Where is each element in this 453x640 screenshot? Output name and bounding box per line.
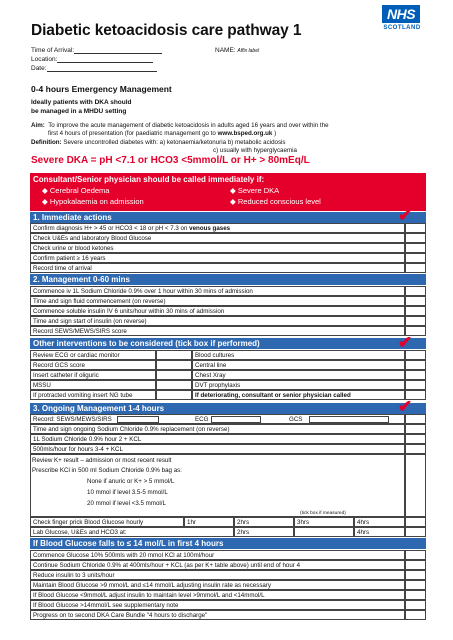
checklist-row: Record SEWS/MEWS/SIRS score [30, 326, 405, 336]
severe-dka-criteria: Severe DKA = pH <7.1 or HCO3 <5mmol/L or H+ > 80mEq/L [31, 155, 310, 166]
alert-item: ◆ Reduced conscious level [230, 197, 321, 206]
lab-glucose-label: Lab Glucose, U&Es and HCO3 at: [30, 527, 234, 537]
checklist-row: Commence soluble insulin IV 6 units/hour within 30 mins of admission [30, 306, 405, 316]
hour-2-cell[interactable]: 2hrs [234, 517, 294, 527]
tick-box-note: (tick box if measured) [300, 511, 346, 516]
checkbox[interactable] [156, 360, 192, 370]
alert-item: ◆ Cerebral Oedema [42, 186, 110, 195]
time-of-arrival-field[interactable]: Time of Arrival: [31, 47, 162, 54]
checkbox[interactable] [405, 444, 426, 454]
checklist-row: Record time of arrival [30, 263, 405, 273]
intervention-label: Review ECG or cardiac monitor [30, 350, 156, 360]
checklist-row: Confirm patient ≥ 16 years [30, 253, 405, 263]
intervention-label: If deteriorating, consultant or senior physician called [192, 390, 405, 400]
checkbox[interactable] [156, 370, 192, 380]
checkbox[interactable] [405, 610, 426, 620]
date-field[interactable]: Date: [31, 65, 157, 72]
intervention-label: MSSU [30, 380, 156, 390]
hour-3-cell[interactable]: 3hrs [294, 517, 354, 527]
checkbox[interactable] [405, 243, 426, 253]
checkbox[interactable] [405, 590, 426, 600]
setting-note: Ideally patients with DKA should be managed in a MHDU setting [31, 99, 132, 115]
checklist-row: Commence Glucose 10% 500mls with 20 mmol KCl at 100ml/hour [30, 550, 405, 560]
checkbox[interactable] [405, 223, 426, 233]
checklist-row: If Blood Glucose >14mmol/L see supplementary note [30, 600, 405, 610]
intervention-label: Record GCS score [30, 360, 156, 370]
intervention-label: Chest Xray [192, 370, 405, 380]
checklist-row: Time and sign start of insulin (on reverse) [30, 316, 405, 326]
checkbox[interactable] [405, 560, 426, 570]
lab-hour-2-cell[interactable]: 2hrs [234, 527, 294, 537]
checklist-row: Confirm diagnosis H+ > 45 or HCO3 < 18 or pH < 7.3 on venous gases [30, 223, 405, 233]
checklist-row: Continue Sodium Chloride 0.9% at 400mls/hour + KCL (as per K+ table above) until end of hour 4 [30, 560, 405, 570]
aim-definition: Aim: To improve the acute management of diabetic ketoacidosis in adults aged 16 years and over within the first 4 hours of presentation (for paediatric management go to www.bsped.org.uk ) Definition: Severe uncontrolled diabetes with: a) ketonaemia/ketonuria b) metabolic acidosis c) usually with hyperglycaemia [31, 122, 329, 154]
finger-prick-label: Check finger prick Blood Glucose hourly [30, 517, 184, 527]
hour-1-cell[interactable]: 1hr [184, 517, 234, 527]
consultant-heading: Consultant/Senior physician should be called immediately if: [33, 175, 265, 184]
checkbox[interactable] [405, 263, 426, 273]
review-potassium: Review K+ result – admission or most recent result [32, 457, 172, 464]
tick-icon: ✔ [398, 206, 413, 225]
kcl-10: 10 mmol if level 3.5-5 mmol/L [87, 489, 168, 496]
checklist-row: Progress on to second DKA Care Bundle "4 hours to discharge" [30, 610, 405, 620]
kcl-none: None if anuric or K+ > 5 mmol/L [87, 478, 175, 485]
checkbox[interactable] [156, 350, 192, 360]
checkbox[interactable] [405, 600, 426, 610]
record-row: Record: SEWS/MEWS/SIRS ECG GCS [30, 414, 405, 424]
checklist-row: Time and sign ongoing Sodium Chloride 0.9% replacement (on reverse) [30, 424, 405, 434]
checkbox[interactable] [405, 233, 426, 243]
checkbox[interactable] [405, 570, 426, 580]
checklist-row: Time and sign fluid commencement (on reverse) [30, 296, 405, 306]
intervention-label: Central line [192, 360, 405, 370]
checklist-row: 500mls/hour for hours 3-4 + KCL [30, 444, 405, 454]
intervention-label: Blood cultures [192, 350, 405, 360]
checklist-row: Check urine or blood ketones [30, 243, 405, 253]
lab-hour-4-cell[interactable]: 4hrs [354, 527, 405, 537]
alert-item: ◆ Severe DKA [230, 186, 280, 195]
checkbox[interactable] [405, 424, 426, 434]
checkbox[interactable] [405, 580, 426, 590]
ecg-input[interactable] [211, 416, 261, 423]
checklist-row: If Blood Glucose <9mmol/L adjust insulin to maintain level >9mmol/L and <14mmol/L [30, 590, 405, 600]
checkbox[interactable] [405, 253, 426, 263]
intervention-label: DVT prophylaxis [192, 380, 405, 390]
checkbox[interactable] [156, 390, 192, 400]
checklist-row: Reduce insulin to 3 units/hour [30, 570, 405, 580]
checkbox[interactable] [405, 517, 426, 527]
lab-spacer-cell[interactable] [294, 527, 354, 537]
ongoing-management-heading: 3. Ongoing Management 1-4 hours [30, 403, 426, 414]
hour-4-cell[interactable]: 4hrs [354, 517, 405, 527]
intervention-label: Insert catheter if oliguric [30, 370, 156, 380]
checkbox[interactable] [405, 286, 426, 296]
nhs-logo-subtitle: SCOTLAND [383, 25, 421, 31]
gcs-input[interactable] [309, 416, 389, 423]
name-field[interactable]: NAME: Affix label [215, 47, 260, 54]
tick-icon: ✔ [398, 397, 413, 416]
checkbox[interactable] [405, 306, 426, 316]
checkbox[interactable] [405, 296, 426, 306]
checklist-row: 1L Sodium Chloride 0.9% hour 2 + KCL [30, 434, 405, 444]
checkbox[interactable] [405, 370, 426, 380]
kcl-20: 20 mmol if level <3.5 mmol/L [87, 500, 166, 507]
nhs-logo: NHS [382, 5, 420, 23]
tick-icon: ✔ [398, 333, 413, 352]
checklist-row: Commence iv 1L Sodium Chloride 0.9% over 1 hour within 30 mins of admission [30, 286, 405, 296]
checkbox[interactable] [405, 454, 426, 517]
consultant-alert-box [30, 173, 426, 211]
checkbox[interactable] [405, 434, 426, 444]
checklist-row: Check U&Es and laboratory Blood Glucose [30, 233, 405, 243]
checkbox[interactable] [405, 527, 426, 537]
section-heading: 0-4 hours Emergency Management [31, 84, 172, 94]
checkbox[interactable] [405, 316, 426, 326]
glucose-falls-heading: If Blood Glucose falls to ≤ 14 mol/L in first 4 hours [30, 538, 426, 549]
checkbox[interactable] [405, 350, 426, 360]
checklist-row: Maintain Blood Glucose >9 mmol/L and ≤14 mmol/L adjusting insulin rate as necessary [30, 580, 405, 590]
checkbox[interactable] [405, 550, 426, 560]
bsped-link[interactable]: www.bsped.org.uk [217, 130, 273, 138]
checkbox[interactable] [156, 380, 192, 390]
location-field[interactable]: Location: [31, 56, 153, 63]
prescribe-kcl: Prescribe KCl in 500 ml Sodium Chloride 0.9% bag as: [32, 467, 182, 474]
alert-item: ◆ Hypokalaemia on admission [42, 197, 144, 206]
checkbox[interactable] [405, 360, 426, 370]
immediate-actions-heading: 1. Immediate actions [30, 212, 426, 223]
checkbox[interactable] [405, 380, 426, 390]
page-title: Diabetic ketoacidosis care pathway 1 [31, 22, 302, 39]
intervention-label: If protracted vomiting insert NG tube [30, 390, 156, 400]
sews-input[interactable] [117, 416, 159, 423]
other-interventions-heading: Other interventions to be considered (tick box if performed) [30, 338, 426, 349]
management-heading: 2. Management 0-60 mins [30, 274, 426, 285]
checkbox[interactable] [405, 414, 426, 424]
